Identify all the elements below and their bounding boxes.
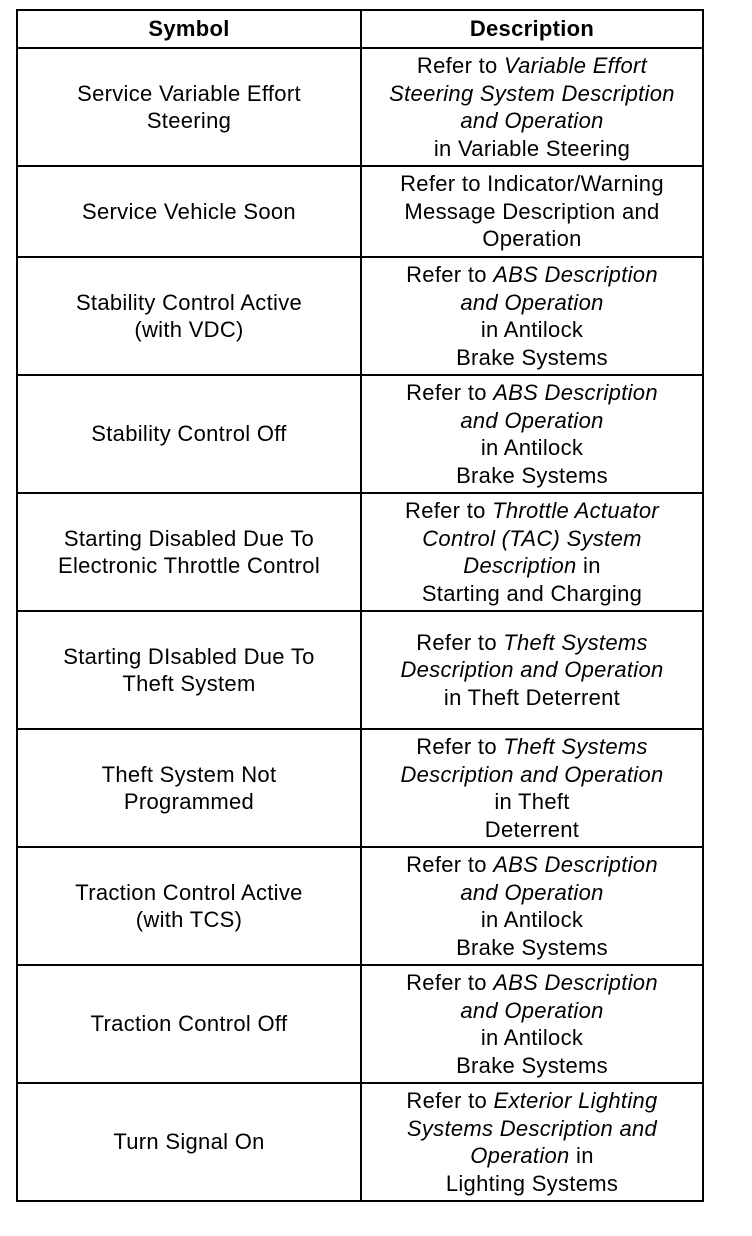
symbol-text-line: Starting DIsabled Due To xyxy=(63,643,315,669)
table-row xyxy=(17,375,703,493)
description-reference-text: Control (TAC) System xyxy=(422,525,642,551)
table-row xyxy=(17,48,703,166)
symbol-text-line: Stability Control Off xyxy=(91,421,287,447)
description-text: in xyxy=(576,553,601,578)
description-text-line xyxy=(366,135,698,163)
symbol-text-line: (with TCS) xyxy=(135,907,243,932)
table-row xyxy=(17,611,703,729)
symbol-cell xyxy=(17,166,361,257)
description-text: Operation xyxy=(482,226,582,252)
description-text-line xyxy=(366,997,698,1025)
description-reference-text: and Operation xyxy=(460,879,604,905)
description-reference-text: Operation xyxy=(470,1143,570,1168)
description-reference-text: ABS Description xyxy=(493,852,658,877)
description-cell xyxy=(361,257,703,375)
table-row xyxy=(17,493,703,611)
description-text-line xyxy=(366,497,698,525)
description-cell xyxy=(361,729,703,847)
description-text-line xyxy=(366,684,698,712)
description-text-line xyxy=(366,1052,698,1080)
description-text: Brake Systems xyxy=(456,1052,608,1078)
description-text-line xyxy=(366,407,698,435)
description-text-line xyxy=(366,52,698,80)
description-text-line xyxy=(366,851,698,879)
symbol-text-line: Service Vehicle Soon xyxy=(82,198,296,224)
description-text: Brake Systems xyxy=(456,462,608,488)
description-text-line xyxy=(366,580,698,608)
description-reference-text: Exterior Lighting xyxy=(493,1088,658,1113)
description-text-line xyxy=(366,107,698,135)
description-text-line xyxy=(366,316,698,344)
description-cell xyxy=(361,1083,703,1201)
description-text: in xyxy=(569,1143,594,1168)
description-text: Refer to xyxy=(406,970,494,995)
symbol-cell xyxy=(17,847,361,965)
description-cell xyxy=(361,375,703,493)
description-text: Starting and Charging xyxy=(421,580,643,606)
description-text: Brake Systems xyxy=(456,934,608,960)
description-text: in Antilock xyxy=(480,1025,584,1050)
description-text: in Antilock xyxy=(480,907,584,932)
description-text-line xyxy=(366,629,698,657)
header-row xyxy=(17,10,703,48)
description-text-line xyxy=(366,761,698,789)
description-reference-text: Description and Operation xyxy=(400,761,664,787)
description-reference-text: ABS Description xyxy=(493,380,658,405)
table-row xyxy=(17,166,703,257)
description-cell xyxy=(361,847,703,965)
symbol-text-line: (with VDC) xyxy=(134,317,244,342)
symbol-cell xyxy=(17,965,361,1083)
symbol-cell xyxy=(17,729,361,847)
symbol-text-line: Service Variable Effort xyxy=(77,80,301,106)
table-row xyxy=(17,257,703,375)
description-reference-text: Description and Operation xyxy=(400,657,664,683)
description-cell xyxy=(361,166,703,257)
description-cell xyxy=(361,965,703,1083)
symbol-text-line: Turn Signal On xyxy=(113,1129,265,1155)
description-cell xyxy=(361,611,703,729)
description-text-line xyxy=(366,969,698,997)
description-reference-text: Description xyxy=(463,553,577,578)
symbol-text-line: Theft System Not xyxy=(101,761,277,787)
description-text: Refer to xyxy=(406,852,494,877)
description-text: Refer to xyxy=(405,498,493,523)
table-row xyxy=(17,1083,703,1201)
description-text-line xyxy=(366,344,698,372)
description-text: in Antilock xyxy=(480,435,584,460)
symbol-text-line: Steering xyxy=(146,108,232,133)
description-text: Lighting Systems xyxy=(445,1170,619,1196)
description-text-line xyxy=(366,1115,698,1143)
description-reference-text: Throttle Actuator xyxy=(492,498,659,523)
table-body xyxy=(17,48,703,1201)
description-text: Refer to xyxy=(416,629,504,655)
description-text-line xyxy=(366,1024,698,1052)
description-text: in Antilock xyxy=(480,317,584,342)
description-text-line xyxy=(366,1142,698,1170)
description-text-line xyxy=(366,261,698,289)
symbol-description-table xyxy=(16,9,704,1202)
symbol-text-line: Stability Control Active xyxy=(75,289,303,315)
description-text: Refer to xyxy=(406,1088,494,1113)
description-reference-text: and Operation xyxy=(460,289,604,315)
description-text-line xyxy=(366,80,698,108)
symbol-cell xyxy=(17,375,361,493)
table-row xyxy=(17,847,703,965)
description-text-line xyxy=(366,198,698,226)
description-text-line xyxy=(366,225,698,253)
symbol-text-line: Electronic Throttle Control xyxy=(57,553,321,578)
description-text: Refer to xyxy=(416,734,504,759)
description-text-line xyxy=(366,379,698,407)
description-text: in Variable Steering xyxy=(433,135,631,161)
description-text-line xyxy=(366,788,698,816)
symbol-column-header: Symbol xyxy=(17,10,361,48)
symbol-text-line: Traction Control Off xyxy=(90,1011,288,1037)
description-reference-text: Theft Systems xyxy=(503,734,648,759)
symbol-text-line: Starting Disabled Due To xyxy=(63,525,315,551)
symbol-cell xyxy=(17,257,361,375)
description-reference-text: and Operation xyxy=(460,997,604,1023)
symbol-text-line: Theft System xyxy=(122,671,256,696)
description-text-line xyxy=(366,170,698,198)
description-text-line xyxy=(366,289,698,317)
description-text: Deterrent xyxy=(484,816,580,842)
description-reference-text: Systems Description and xyxy=(406,1115,658,1141)
description-text-line xyxy=(366,552,698,580)
description-cell xyxy=(361,48,703,166)
symbol-text-line: Traction Control Active xyxy=(75,879,303,905)
description-reference-text: and Operation xyxy=(460,108,604,133)
description-text-line xyxy=(366,525,698,553)
symbol-text-line: Programmed xyxy=(123,789,255,814)
description-column-header: Description xyxy=(361,10,703,48)
description-text: in Theft Deterrent xyxy=(443,684,621,710)
description-text-line xyxy=(366,934,698,962)
description-text-line xyxy=(366,879,698,907)
description-text: Refer to xyxy=(406,262,494,287)
description-text-line xyxy=(366,733,698,761)
description-reference-text: Steering System Description xyxy=(389,80,675,106)
symbol-cell xyxy=(17,493,361,611)
description-reference-text: ABS Description xyxy=(493,970,658,995)
description-text: Brake Systems xyxy=(456,344,608,370)
symbol-cell xyxy=(17,611,361,729)
description-text-line xyxy=(366,816,698,844)
description-reference-text: and Operation xyxy=(460,407,604,433)
description-text: Refer to xyxy=(406,380,494,405)
description-text: Message Description and xyxy=(404,198,660,224)
symbol-cell xyxy=(17,1083,361,1201)
description-text-line xyxy=(366,1170,698,1198)
description-text-line xyxy=(366,656,698,684)
description-cell xyxy=(361,493,703,611)
description-reference-text: Variable Effort xyxy=(503,53,648,78)
description-text: Refer to Indicator/Warning xyxy=(400,171,664,197)
description-reference-text: ABS Description xyxy=(493,262,658,287)
description-text-line xyxy=(366,906,698,934)
description-text-line xyxy=(366,1087,698,1115)
table-row xyxy=(17,729,703,847)
table-row xyxy=(17,965,703,1083)
description-reference-text: Theft Systems xyxy=(503,629,648,655)
description-text-line xyxy=(366,462,698,490)
description-text: in Theft xyxy=(494,789,570,814)
symbol-cell xyxy=(17,48,361,166)
description-text-line xyxy=(366,434,698,462)
description-text: Refer to xyxy=(416,53,504,78)
